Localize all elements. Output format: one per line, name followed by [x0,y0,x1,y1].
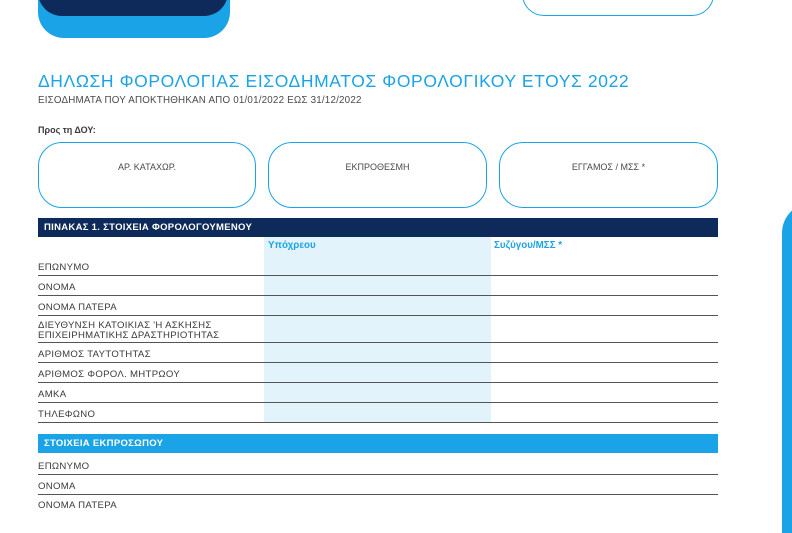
row-label: ΟΝΟΜΑ [38,481,76,492]
row-label-multiline [38,321,219,341]
row-label: ΑΡΙΘΜΟΣ ΦΟΡΟΛ. ΜΗΤΡΩΟΥ [38,369,181,380]
table1-row-father-name[interactable] [38,296,718,316]
table2-header-bar [38,434,718,453]
table2-row-name[interactable] [38,475,718,495]
form-title: ΔΗΛΩΣΗ ΦΟΡΟΛΟΓΙΑΣ ΕΙΣΟΔΗΜΑΤΟΣ ΦΟΡΟΛΟΓΙΚΟΥ ΕΤΟΥΣ 2022 [38,71,630,91]
married-label: ΕΓΓΑΜΟΣ / ΜΣΣ * [571,162,646,172]
obligor-column-header: Υπόχρεου [268,240,316,251]
table1-row-phone[interactable] [38,403,718,423]
form-subtitle: ΕΙΣΟΔΗΜΑΤΑ ΠΟΥ ΑΠΟΚΤΗΘΗΚΑΝ ΑΠΟ 01/01/2022 ΕΩΣ 31/12/2022 [38,95,362,106]
row-label: ΟΝΟΜΑ [38,282,76,293]
table1-title: ΠΙΝΑΚΑΣ 1. ΣΤΟΙΧΕΙΑ ΦΟΡΟΛΟΓΟΥΜΕΝΟΥ [44,222,253,233]
decorative-tab-navy [38,0,228,16]
table2-row-surname[interactable] [38,455,718,475]
table1-header-bar [38,218,718,237]
overdue-box[interactable] [268,142,487,208]
married-box[interactable] [499,142,718,208]
row-label: ΑΡΙΘΜΟΣ ΤΑΥΤΟΤΗΤΑΣ [38,349,151,360]
row-label: ΟΝΟΜΑ ΠΑΤΕΡΑ [38,500,117,511]
row-label-line: ΔΙΕΥΘΥΝΣΗ ΚΑΤΟΙΚΙΑΣ 'Η ΑΣΚΗΣΗΣ [38,320,212,331]
registration-number-label: ΑΡ. ΚΑΤΑΧΩΡ. [117,162,177,172]
table1-row-surname[interactable] [38,256,718,276]
to-tax-office-label: Προς τη ΔΟΥ: [38,125,96,135]
spouse-column-header: Συζύγου/ΜΣΣ * [494,240,563,251]
decorative-outline-tab [522,0,714,16]
row-label-line: ΕΠΙΧΕΙΡΗΜΑΤΙΚΗΣ ΔΡΑΣΤΗΡΙΟΤΗΤΑΣ [38,330,220,341]
overdue-label: ΕΚΠΡΟΘΕΣΜΗ [345,162,410,172]
row-label: ΕΠΩΝΥΜΟ [38,262,90,273]
table1-row-tax-id[interactable] [38,363,718,383]
table1-row-address[interactable] [38,316,718,343]
table1-row-name[interactable] [38,276,718,296]
table2-row-father-name[interactable] [38,495,718,513]
decorative-side-band [782,203,792,533]
registration-number-box[interactable] [38,142,256,208]
row-label: ΕΠΩΝΥΜΟ [38,461,90,472]
table1-row-id-number[interactable] [38,343,718,363]
table2-title: ΣΤΟΙΧΕΙΑ ΕΚΠΡΟΣΩΠΟΥ [44,438,164,449]
row-label: ΤΗΛΕΦΩΝΟ [38,409,96,420]
row-label: ΑΜΚΑ [38,389,67,400]
table1-row-amka[interactable] [38,383,718,403]
row-label: ΟΝΟΜΑ ΠΑΤΕΡΑ [38,302,117,313]
